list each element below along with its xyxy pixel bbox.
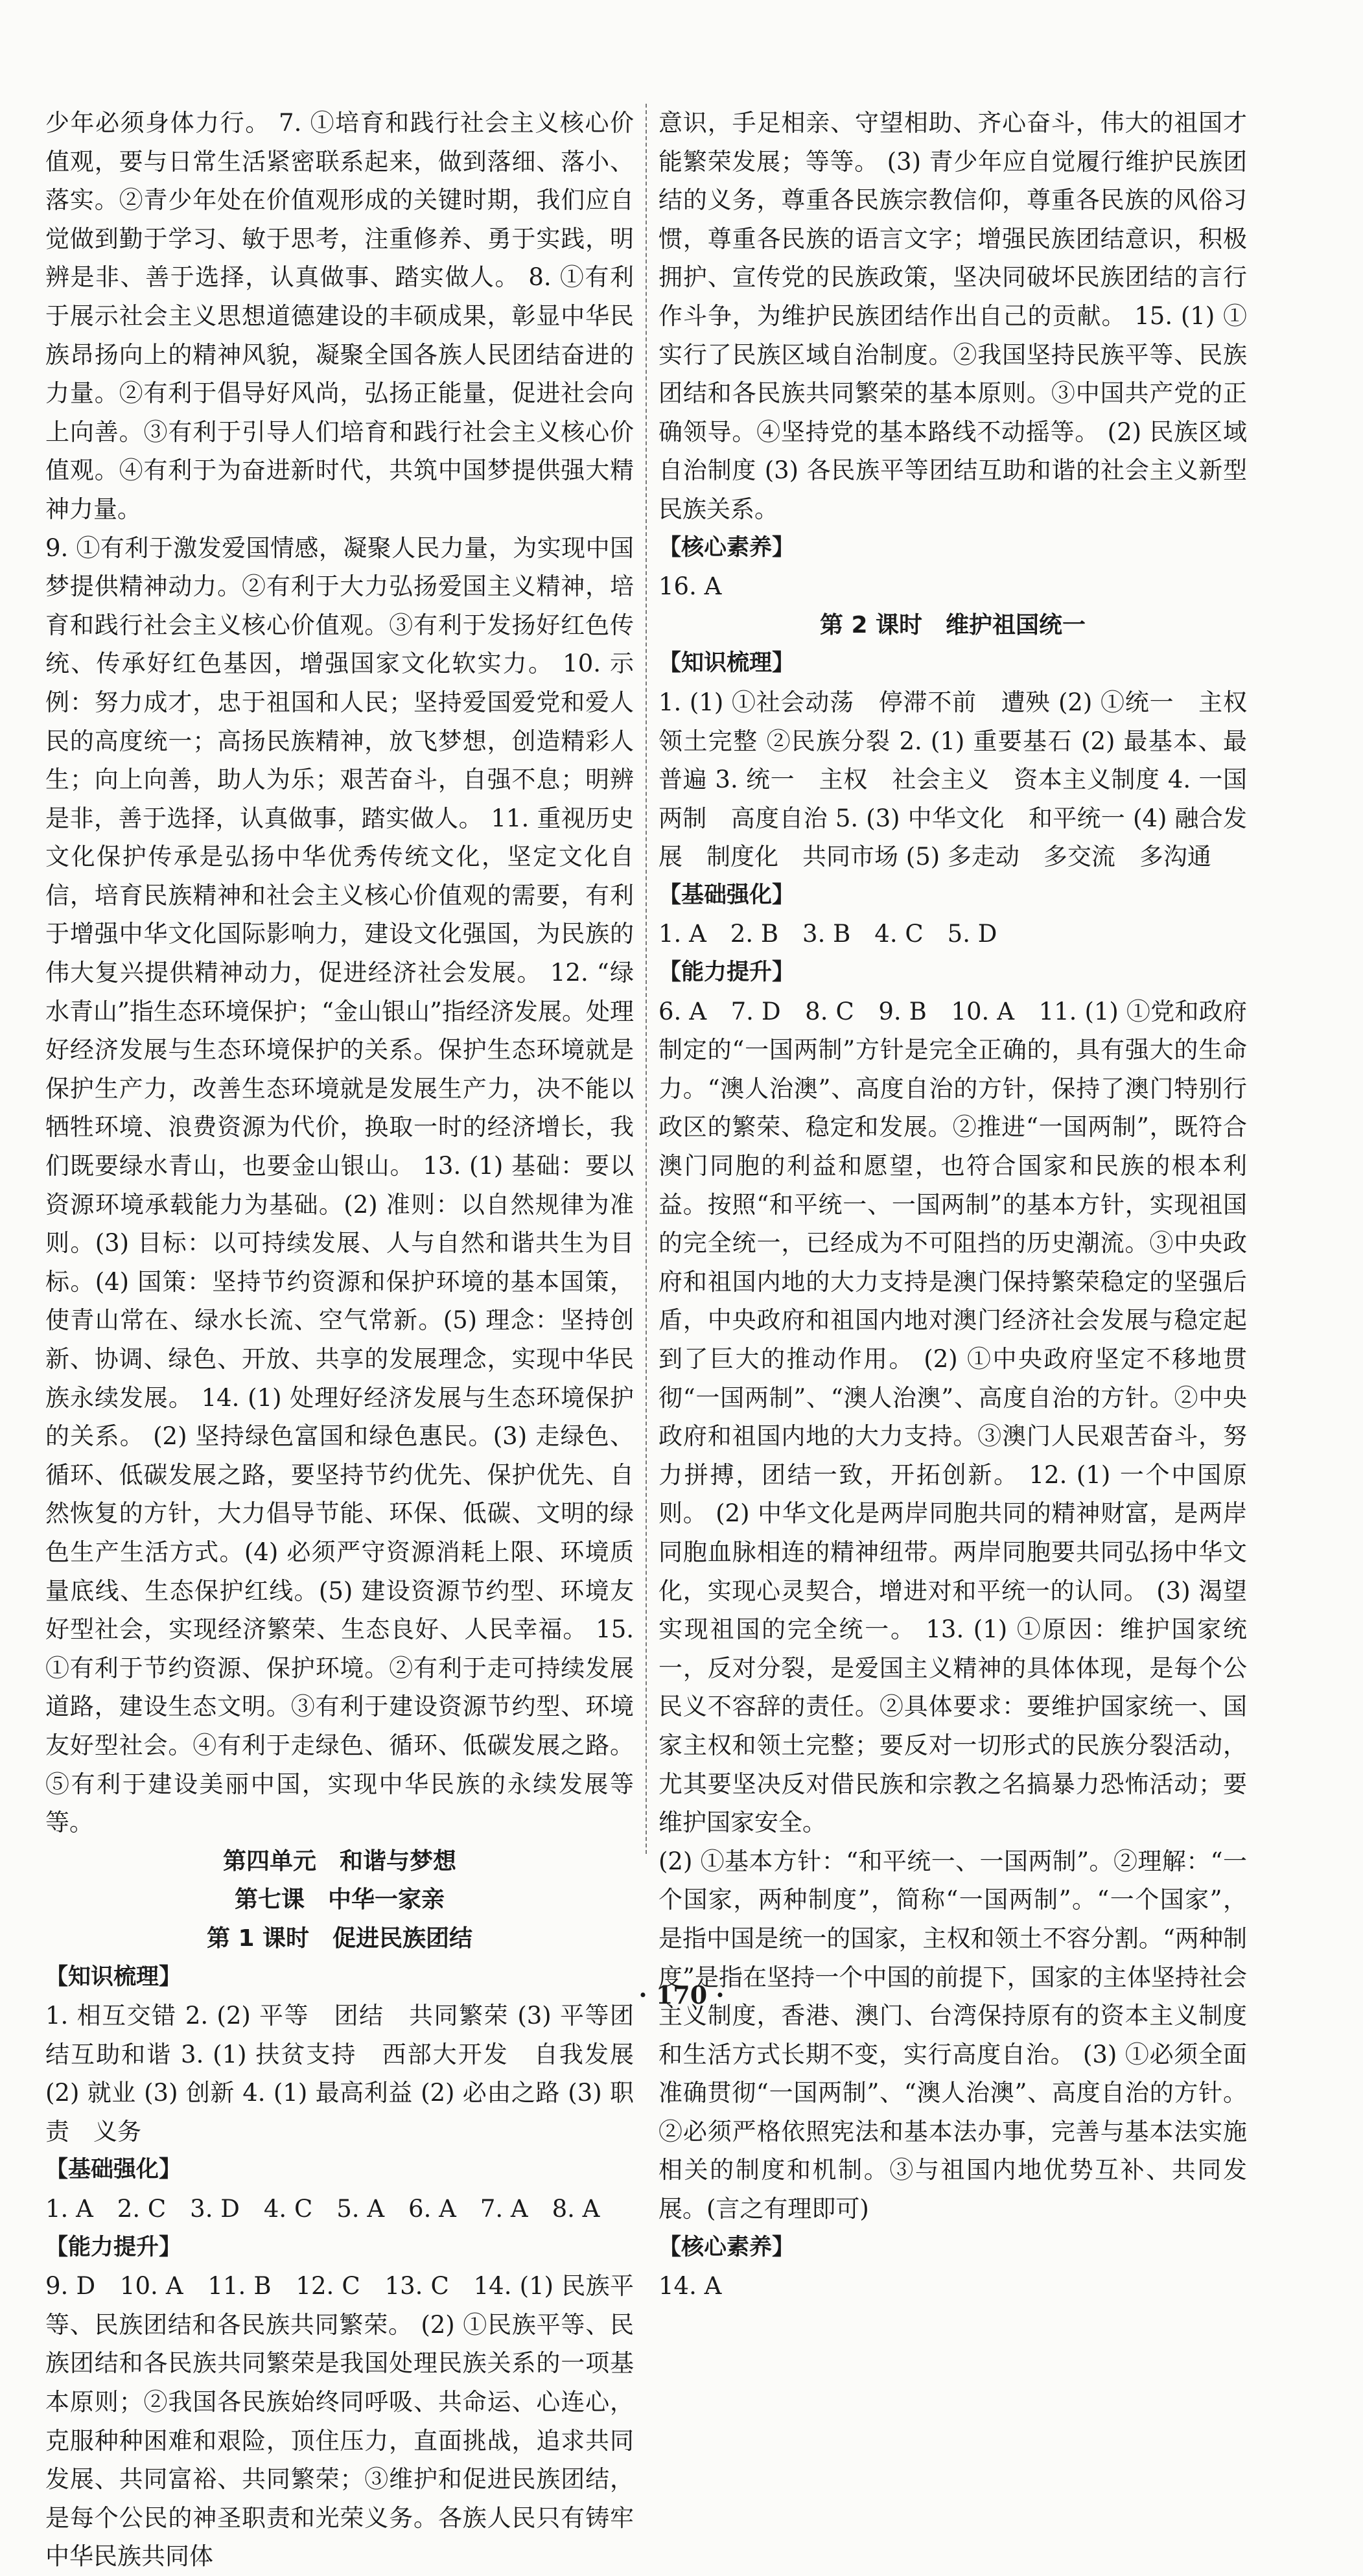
section-label: 【基础强化】 (658, 882, 795, 908)
section-label: 【能力提升】 (658, 959, 795, 986)
section-label: 【基础强化】 (45, 2157, 182, 2183)
answer-text-block: 1. A 2. C 3. D 4. C 5. A 6. A 7. A 8. A (45, 2195, 600, 2223)
period-heading: 第 2 课时 维护祖国统一 (819, 611, 1086, 638)
unit-heading: 第四单元 和谐与梦想 (222, 1847, 456, 1875)
answer-text-block: 1. (1) ①社会动荡 停滞不前 遭殃 (2) ①统一 主权领土完整 ②民族分裂 2. (1) 重要基石 (2) 最基本、最普遍 3. 统一 主权 社会主义 资本主义制度 4. 一国两制 高度自治 5. (3) 中华文化 和平统一 (4) 融合发展 制度化 共同市场 (5) 多走动 多交流 多沟通 (658, 688, 1247, 871)
answer-text-block: 14. A (658, 2272, 722, 2301)
answer-text-block: 9. ①有利于激发爱国情感，凝聚人民力量，为实现中国梦提供精神动力。②有利于大力弘扬爱国主义精神，培育和践行社会主义核心价值观。③有利于发扬好红色传统、传承好红色基因，增强国家文化软实力。 10. 示例：努力成才，忠于祖国和人民；坚持爱国爱党和爱人民的高度统一；高扬民族精神，放飞梦想，创造精彩人生；向上向善，助人为乐；艰苦奋斗，自强不息；明辨是非，善于选择，认真做事，踏实做人。 11. 重视历史文化保护传承是弘扬中华优秀传统文化，坚定文化自信，培育民族精神和社会主义核心价值观的需要，有利于增强中华文化国际影响力，建设文化强国，为民族的伟大复兴提供精神动力，促进经济社会发展。 12. “绿水青山”指生态环境保护；“金山银山”指经济发展。处理好经济发展与生态环境保护的关系。保护生态环境就是保护生产力，改善生态环境就是发展生产力，决不能以牺牲环境、浪费资源为代价，换取一时的经济增长，我们既要绿水青山，也要金山银山。 13. (1) 基础：要以资源环境承载能力为基础。(2) 准则：以自然规律为准则。(3) 目标：以可持续发展、人与自然和谐共生为目标。(4) 国策：坚持节约资源和保护环境的基本国策，使青山常在、绿水长流、空气常新。(5) 理念：坚持创新、协调、绿色、开放、共享的发展理念，实现中华民族永续发展。 14. (1) 处理好经济发展与生态环境保护的关系。 (2) 坚持绿色富国和绿色惠民。(3) 走绿色、循环、低碳发展之路，要坚持节约优先、保护优先、自然恢复的方针，大力倡导节能、环保、低碳、文明的绿色生产生活方式。(4) 必须严守资源消耗上限、环境质量底线、生态保护红线。(5) 建设资源节约型、环境友好型社会，实现经济繁荣、生态良好、人民幸福。 15. ①有利于节约资源、保护环境。②有利于走可持续发展道路，建设生态文明。③有利于建设资源节约型、环境友好型社会。④有利于走绿色、循环、低碳发展之路。⑤有利于建设美丽中国，实现中华民族的永续发展等等。 (45, 533, 634, 1837)
answer-text-block: (2) ①基本方针：“和平统一、一国两制”。②理解：“一个国家，两种制度”，简称“一国两制”。“一个国家”，是指中国是统一的国家，主权和领土不容分割。“两种制度”是指在坚持一个中国的前提下，国家的主体坚持社会主义制度，香港、澳门、台湾保持原有的资本主义制度和生活方式长期不变，实行高度自治。 (3) ①必须全面准确贯彻“一国两制”、“澳人治澳”、高度自治的方针。②必须严格依照宪法和基本法办事，完善与基本法实施相关的制度和机制。③与祖国内地优势互补、共同发展。(言之有理即可) (658, 1847, 1247, 2223)
answer-text-block: 6. A 7. D 8. C 9. B 10. A 11. (1) ①党和政府制定的“一国两制”方针是完全正确的，具有强大的生命力。“澳人治澳”、高度自治的方针，保持了澳门特别行政区的繁荣、稳定和发展。②推进“一国两制”，既符合澳门同胞的利益和愿望，也符合国家和民族的根本利益。按照“和平统一、一国两制”的基本方针，实现祖国的完全统一，已经成为不可阻挡的历史潮流。③中央政府和祖国内地的大力支持是澳门保持繁荣稳定的坚强后盾，中央政府和祖国内地对澳门经济社会发展与稳定起到了巨大的推动作用。 (2) ①中央政府坚定不移地贯彻“一国两制”、“澳人治澳”、高度自治的方针。②中央政府和祖国内地的大力支持。③澳门人民艰苦奋斗，努力拼搏，团结一致，开拓创新。 12. (1) 一个中国原则。 (2) 中华文化是两岸同胞共同的精神财富，是两岸同胞血脉相连的精神纽带。两岸同胞要共同弘扬中华文化，实现心灵契合，增进对和平统一的认同。 (3) 渴望实现祖国的完全统一。 13. (1) ①原因：维护国家统一，反对分裂，是爱国主义精神的具体体现，是每个公民义不容辞的责任。②具体要求：要维护国家统一、国家主权和领土完整；要反对一切形式的民族分裂活动，尤其要坚决反对借民族和宗教之名搞暴力恐怖活动；要维护国家安全。 (658, 997, 1247, 1837)
right-column (658, 104, 1247, 2306)
answer-text-block: 16. A (658, 572, 722, 601)
answer-text-block: 少年必须身体力行。 7. ①培育和践行社会主义核心价值观，要与日常生活紧密联系起来，做到落细、落小、落实。②青少年处在价值观形成的关键时期，我们应自觉做到勤于学习、敏于思考，注重修养、勇于实践，明辨是非、善于选择，认真做事、踏实做人。 8. ①有利于展示社会主义思想道德建设的丰硕成果，彰显中华民族昂扬向上的精神风貌，凝聚全国各族人民团结奋进的力量。②有利于倡导好风尚，弘扬正能量，促进社会向上向善。③有利于引导人们培育和践行社会主义核心价值观。④有利于为奋进新时代，共筑中国梦提供强大精神力量。 (45, 109, 634, 523)
section-label: 【知识梳理】 (45, 1963, 182, 1990)
answer-text-block: 9. D 10. A 11. B 12. C 13. C 14. (1) 民族平等、民族团结和各民族共同繁荣。 (2) ①民族平等、民族团结和各民族共同繁荣是我国处理民族关系的一项基本原则；②我国各民族始终同呼吸、共命运、心连心，克服种种困难和艰险，顶住压力，直面挑战，追求共同发展、共同富裕、共同繁荣；③维护和促进民族团结，是每个公民的神圣职责和光荣义务。各族人民只有铸牢中华民族共同体 (45, 2272, 634, 2571)
period-heading: 第 1 课时 促进民族团结 (206, 1925, 473, 1952)
answer-text-block: 1. 相互交错 2. (2) 平等 团结 共同繁荣 (3) 平等团结互助和谐 3. (1) 扶贫支持 西部大开发 自我发展 (2) 就业 (3) 创新 4. (1) 最高利益 (2) 必由之路 (3) 职责 义务 (45, 2002, 634, 2146)
section-label: 【能力提升】 (45, 2234, 182, 2260)
left-column (45, 104, 634, 2576)
page-number: · 170 · (638, 1980, 725, 2009)
section-label: 【核心素养】 (658, 2234, 795, 2260)
lesson-heading: 第七课 中华一家亲 (234, 1886, 445, 1914)
column-divider (646, 104, 647, 1854)
section-label: 【知识梳理】 (658, 650, 795, 677)
answer-text-block: 意识，手足相亲、守望相助、齐心奋斗，伟大的祖国才能繁荣发展；等等。 (3) 青少年应自觉履行维护民族团结的义务，尊重各民族宗教信仰，尊重各民族的风俗习惯，尊重各民族的语言文字；增强民族团结意识，积极拥护、宣传党的民族政策，坚决同破坏民族团结的言行作斗争，为维护民族团结作出自己的贡献。 15. (1) ①实行了民族区域自治制度。②我国坚持民族平等、民族团结和各民族共同繁荣的基本原则。③中国共产党的正确领导。④坚持党的基本路线不动摇等。 (2) 民族区域自治制度 (3) 各民族平等团结互助和谐的社会主义新型民族关系。 (658, 109, 1247, 523)
answer-text-block: 1. A 2. B 3. B 4. C 5. D (658, 920, 997, 948)
section-label: 【核心素养】 (658, 534, 795, 561)
